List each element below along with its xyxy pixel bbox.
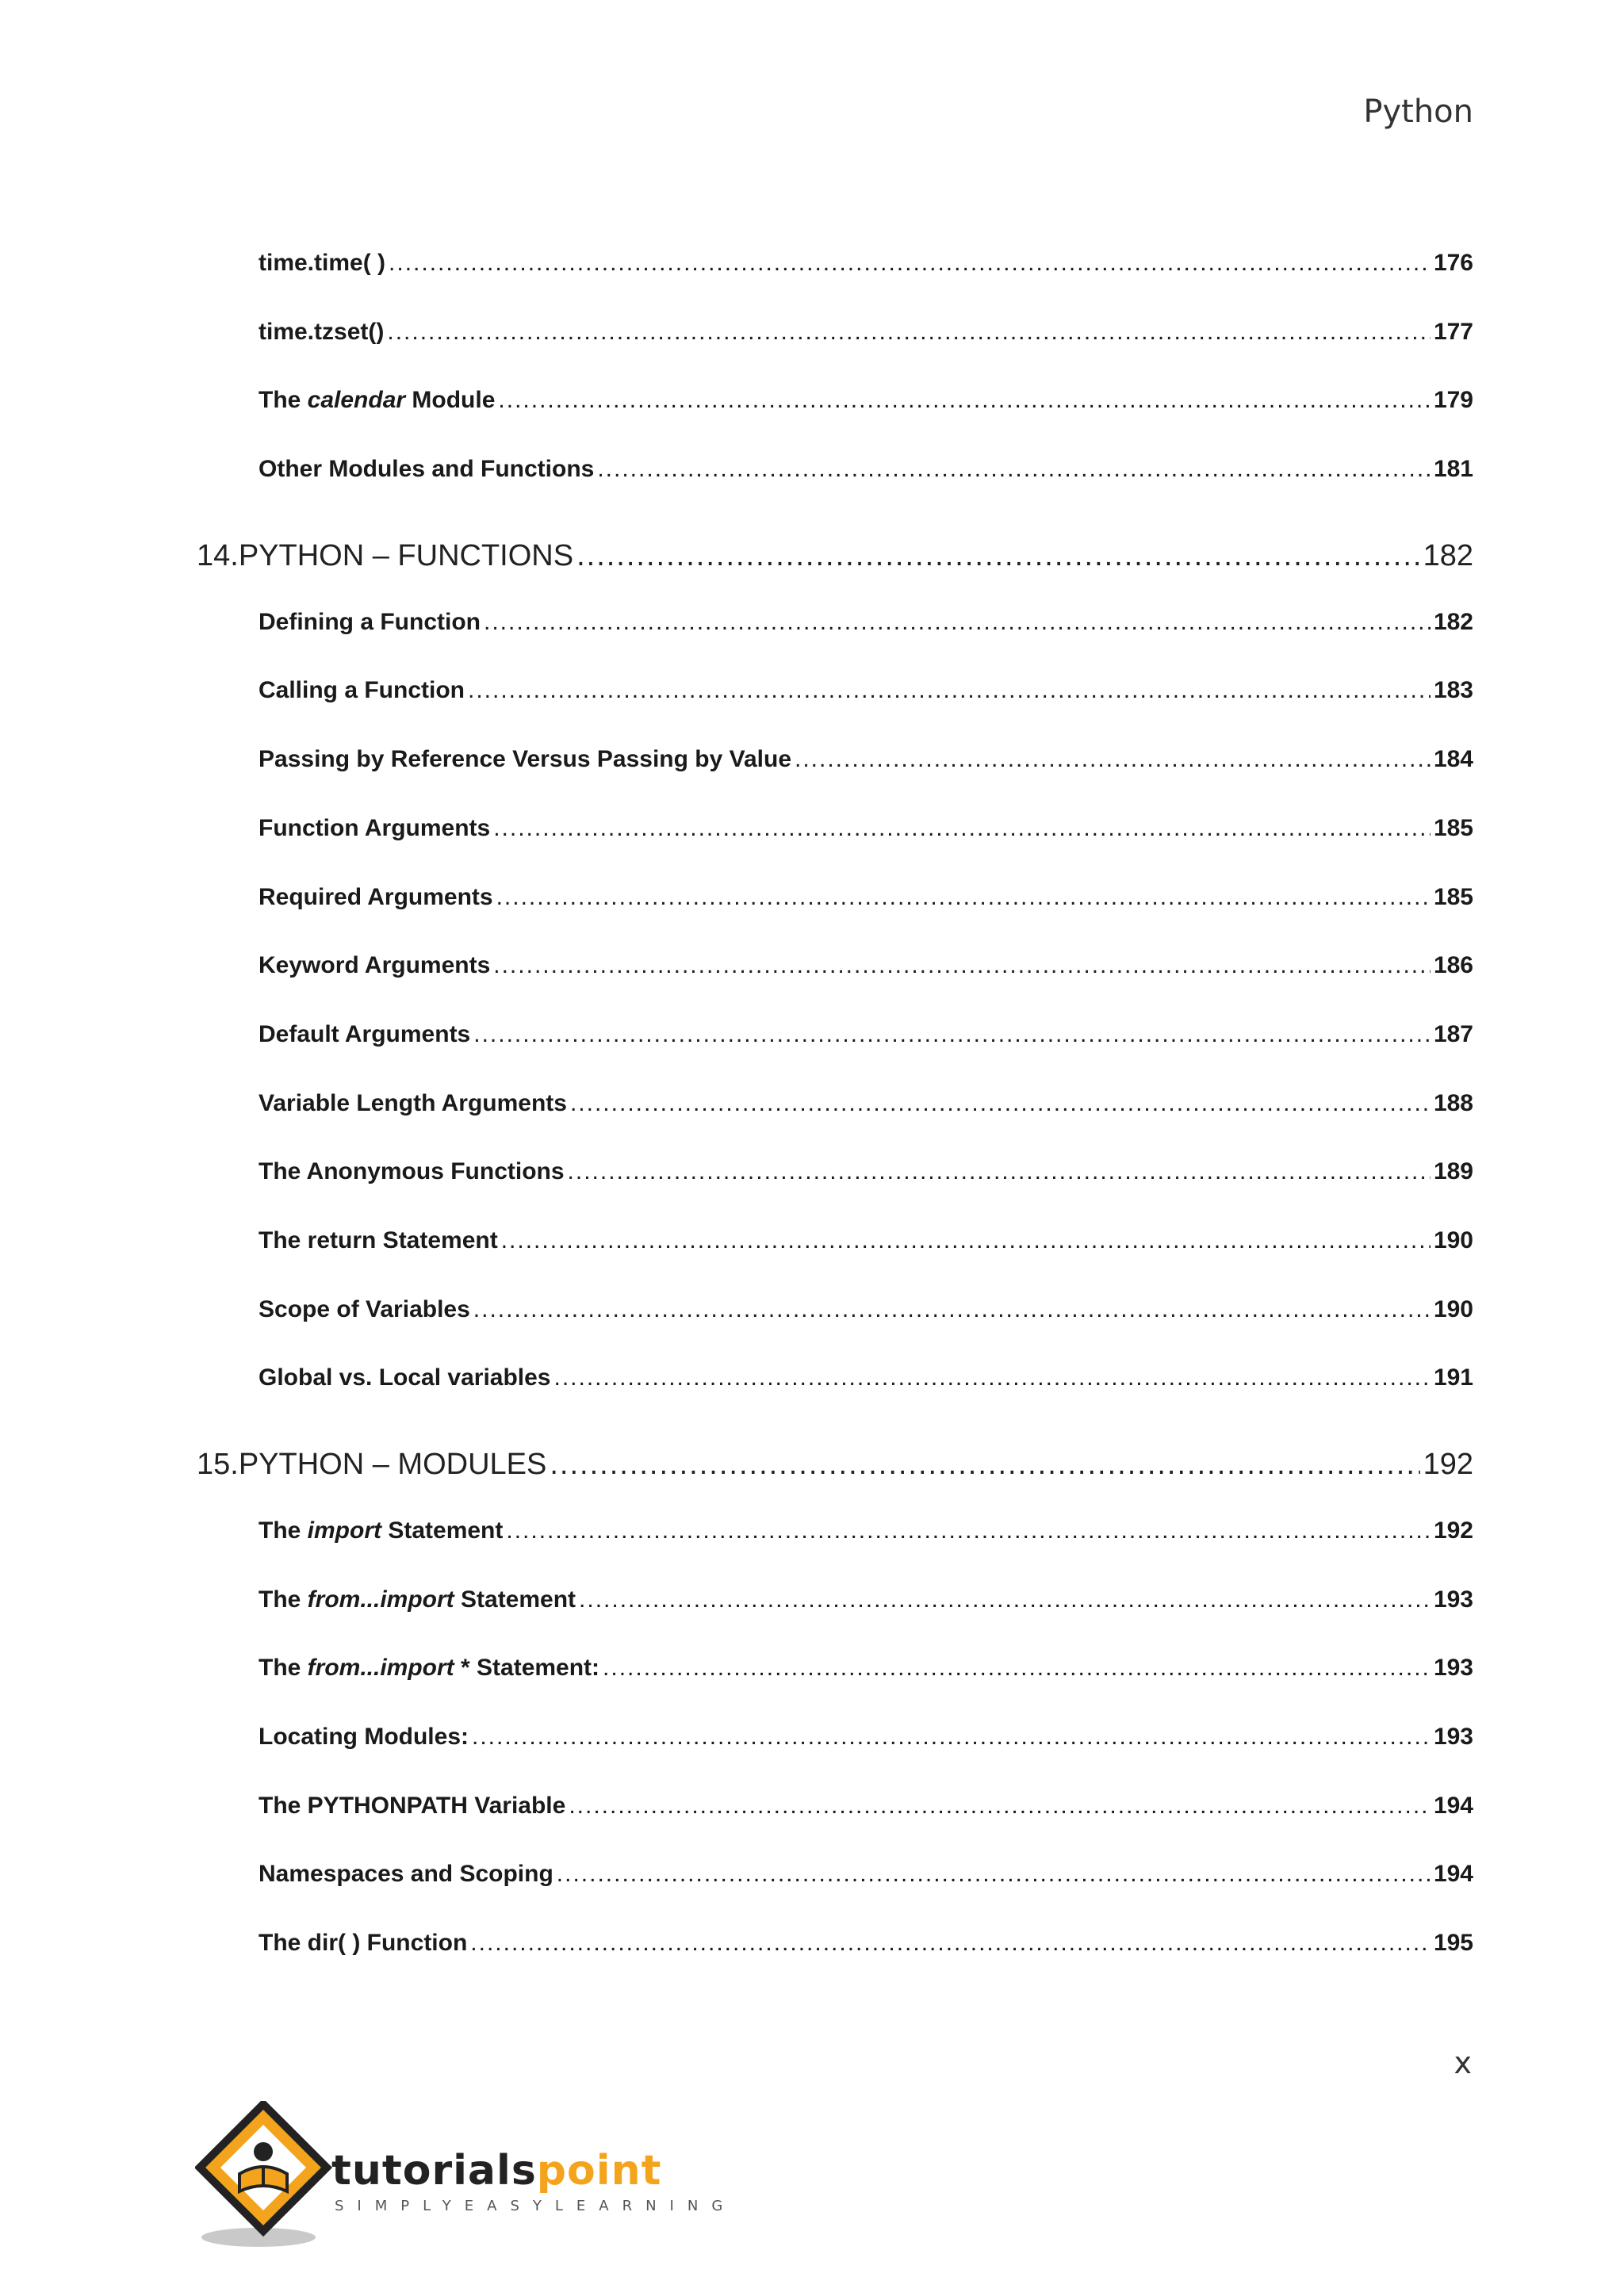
dot-leader <box>387 307 1431 358</box>
toc-entry[interactable] <box>259 1078 1473 1147</box>
toc-entry-title: Scope of Variables <box>259 1295 470 1322</box>
toc-entry-title: Passing by Reference Versus Passing by Value <box>259 746 791 773</box>
toc-entry-title: PYTHON – MODULES <box>238 1448 547 1481</box>
toc-entry-title: The return Statement <box>259 1226 498 1253</box>
toc-entry[interactable] <box>259 1506 1473 1575</box>
toc-entry-title: PYTHON – FUNCTIONS <box>238 538 574 572</box>
toc-page-number: 176 <box>1433 250 1473 276</box>
toc-entry[interactable] <box>259 1284 1473 1353</box>
dot-leader <box>470 1918 1431 1969</box>
toc-entry-title: Required Arguments <box>259 883 493 910</box>
dot-leader <box>493 803 1431 854</box>
dot-leader <box>473 1009 1431 1060</box>
dot-leader <box>568 1146 1431 1197</box>
toc-entry-title: time.time( ) <box>259 250 386 276</box>
toc-entry[interactable] <box>259 238 1473 307</box>
dot-leader <box>554 1353 1431 1403</box>
dot-leader <box>389 238 1431 289</box>
toc-entry-title: The from...import * Statement: <box>259 1655 600 1682</box>
dot-leader <box>506 1506 1431 1556</box>
toc-page-number: 195 <box>1433 1930 1473 1957</box>
toc-entry[interactable] <box>259 872 1473 941</box>
toc-page-number: 182 <box>1423 538 1473 572</box>
toc-entry-title: Locating Modules: <box>259 1724 469 1751</box>
toc-entry-title: The from...import Statement <box>259 1586 576 1613</box>
table-of-contents <box>197 238 1473 1987</box>
toc-page-number: 187 <box>1433 1020 1473 1047</box>
toc-entry[interactable] <box>259 1849 1473 1918</box>
toc-entry[interactable] <box>259 1215 1473 1284</box>
toc-entry[interactable] <box>259 1918 1473 1987</box>
toc-entry-title: Keyword Arguments <box>259 952 491 979</box>
dot-leader <box>576 524 1420 587</box>
logo-wordmark: tutorialspoint <box>331 2147 662 2195</box>
toc-entry[interactable] <box>259 307 1473 376</box>
dot-leader <box>550 1433 1419 1496</box>
logo-tagline: SIMPLYEASYLEARNING <box>335 2198 737 2214</box>
toc-entry[interactable] <box>259 1643 1473 1712</box>
toc-entry[interactable] <box>259 1575 1473 1644</box>
toc-page-number: 190 <box>1433 1226 1473 1253</box>
toc-entry-title: Calling a Function <box>259 677 465 704</box>
toc-page-number: 192 <box>1423 1448 1473 1481</box>
toc-page-number: 182 <box>1433 608 1473 635</box>
dot-leader <box>795 734 1431 785</box>
dot-leader <box>570 1078 1431 1129</box>
toc-page-number: 179 <box>1433 387 1473 414</box>
toc-entry[interactable] <box>259 734 1473 803</box>
dot-leader <box>484 597 1431 648</box>
dot-leader <box>579 1575 1431 1625</box>
running-header: Python <box>1363 94 1473 130</box>
toc-entry[interactable] <box>259 1009 1473 1078</box>
toc-entry-title: Other Modules and Functions <box>259 456 595 483</box>
toc-entry[interactable] <box>259 375 1473 444</box>
toc-page-number: 194 <box>1433 1861 1473 1888</box>
toc-page-number: 191 <box>1433 1364 1473 1391</box>
toc-page-number: 188 <box>1433 1089 1473 1116</box>
toc-entry[interactable] <box>259 1353 1473 1422</box>
toc-entry-title: Defining a Function <box>259 608 481 635</box>
dot-leader <box>472 1712 1431 1762</box>
toc-page-number: 192 <box>1433 1517 1473 1544</box>
toc-page-number: 185 <box>1433 814 1473 841</box>
toc-page-number: 193 <box>1433 1724 1473 1751</box>
dot-leader <box>557 1849 1431 1900</box>
toc-entry-title: Function Arguments <box>259 814 491 841</box>
toc-entry-title: Namespaces and Scoping <box>259 1861 553 1888</box>
dot-leader <box>597 444 1431 495</box>
toc-entry[interactable] <box>259 665 1473 734</box>
toc-page-number: 181 <box>1433 456 1473 483</box>
toc-chapter-entry[interactable] <box>197 524 1473 597</box>
toc-page-number: 189 <box>1433 1158 1473 1185</box>
chapter-number: 15. <box>197 1448 239 1481</box>
toc-entry-title: The import Statement <box>259 1517 504 1544</box>
toc-entry-title: Global vs. Local variables <box>259 1364 551 1391</box>
toc-entry-title: Variable Length Arguments <box>259 1089 567 1116</box>
page-number: x <box>1454 2045 1472 2080</box>
toc-entry[interactable] <box>259 1712 1473 1781</box>
toc-entry[interactable] <box>259 803 1473 872</box>
toc-entry[interactable] <box>259 940 1473 1009</box>
chapter-number: 14. <box>197 538 239 572</box>
dot-leader <box>501 1215 1431 1266</box>
toc-page-number: 185 <box>1433 883 1473 910</box>
toc-page-number: 194 <box>1433 1792 1473 1819</box>
toc-page-number: 184 <box>1433 746 1473 773</box>
toc-page-number: 177 <box>1433 318 1473 345</box>
dot-leader <box>468 665 1431 716</box>
toc-entry-title: The dir( ) Function <box>259 1930 468 1957</box>
tutorialspoint-logo <box>195 2101 737 2252</box>
dot-leader <box>498 375 1431 426</box>
toc-page-number: 193 <box>1433 1586 1473 1613</box>
toc-entry[interactable] <box>259 1146 1473 1215</box>
toc-entry[interactable] <box>259 444 1473 513</box>
toc-entry-title: The PYTHONPATH Variable <box>259 1792 566 1819</box>
toc-entry-title: Default Arguments <box>259 1020 471 1047</box>
dot-leader <box>473 1284 1431 1335</box>
dot-leader <box>496 872 1431 923</box>
toc-chapter-entry[interactable] <box>197 1433 1473 1506</box>
toc-entry-title: The calendar Module <box>259 387 496 414</box>
toc-page-number: 183 <box>1433 677 1473 704</box>
toc-entry[interactable] <box>259 1781 1473 1850</box>
dot-leader <box>603 1643 1431 1693</box>
toc-page-number: 193 <box>1433 1655 1473 1682</box>
toc-page-number: 186 <box>1433 952 1473 979</box>
dot-leader <box>493 940 1431 991</box>
toc-entry-title: The Anonymous Functions <box>259 1158 565 1185</box>
dot-leader <box>569 1781 1431 1831</box>
toc-entry[interactable] <box>259 597 1473 666</box>
toc-entry-title: time.tzset() <box>259 318 385 345</box>
toc-page-number: 190 <box>1433 1295 1473 1322</box>
